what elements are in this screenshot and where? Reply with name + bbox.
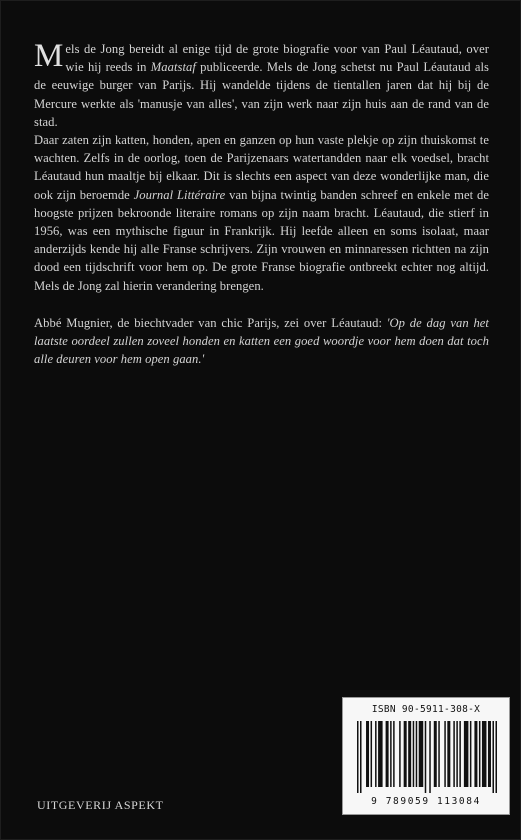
barcode-bar xyxy=(482,721,487,787)
blurb-p2-text-2: van bijna twintig banden schreef en enkele met de hoogste prijzen bekroonde literaire romans op zijn naam bracht. Léautaud, die stierf in 1956, was een mythische figuur in Frankrijk. Hij leefde alleen en soms isolaat, maar anderzijds kende hij alle Franse schrijvers. Zijn vrouwen en minnaressen richtten na zijn dood een tijdschrift voor hem op. De grote Franse biografie ontbreekt echter nog altijd. Mels de Jong zal hierin verandering brengen. xyxy=(34,187,489,293)
barcode-label xyxy=(342,697,510,815)
barcode-bar xyxy=(470,721,472,787)
barcode-bars xyxy=(357,721,497,793)
barcode-bar xyxy=(360,721,362,793)
barcode-bar xyxy=(492,721,494,793)
blurb-p2-text: Daar zaten zijn katten, honden, apen en ganzen op hun vaste plekje op zijn thuiskomst te wachten. Zelfs in de oorlog, toen de Parijzenaars watertandden naar elk voedsel, bracht Léautaud hun maaltje bij elkaar. Dit is slechts een aspect van deze wonderlijke man, die ook zijn beroemde xyxy=(34,133,489,202)
journal-title: Journal Littéraire xyxy=(133,187,226,202)
magazine-title: Maatstaf xyxy=(150,60,196,75)
publisher-name: UITGEVERIJ ASPEKT xyxy=(37,798,164,812)
barcode-bar xyxy=(399,721,401,787)
barcode-bar xyxy=(371,721,373,787)
blurb-p1-text: els de Jong bereidt al enige tijd de grote biografie voor van Paul Léautaud, over wie hij reeds in xyxy=(65,42,489,75)
barcode-bar xyxy=(474,721,477,787)
isbn-text: ISBN 90-5911-308-X xyxy=(371,704,481,715)
barcode-bar xyxy=(375,721,377,787)
barcode-bar xyxy=(456,721,458,787)
blurb-paragraph-1 xyxy=(34,40,489,131)
barcode-bar xyxy=(413,721,415,787)
barcode-bar xyxy=(425,721,427,793)
barcode-bar xyxy=(386,721,389,787)
barcode-bar xyxy=(444,721,446,787)
barcode-bar xyxy=(459,721,461,787)
barcode-bar xyxy=(447,721,450,787)
quote-text: 'Op de dag van het laatste oordeel zullen zoveel honden en katten een goed woordje voor hem doen dat toch alle deuren voor hem open gaan.' xyxy=(34,315,489,367)
barcode-bar xyxy=(429,721,431,793)
barcode-bar xyxy=(357,721,359,793)
barcode-bar xyxy=(438,721,440,787)
barcode-bar xyxy=(404,721,407,787)
barcode-bar xyxy=(495,721,497,793)
barcode-bar xyxy=(378,721,383,787)
barcode-bar xyxy=(453,721,455,787)
barcode-bar xyxy=(416,721,418,787)
barcode-bar xyxy=(419,721,424,787)
blurb-paragraph-2 xyxy=(34,131,489,295)
barcode-bar xyxy=(464,721,469,787)
barcode-bar xyxy=(390,721,392,787)
drop-cap: M xyxy=(34,38,64,74)
barcode-bar xyxy=(393,721,395,787)
blurb-text xyxy=(34,40,489,368)
barcode-bar xyxy=(479,721,481,787)
barcode-bar xyxy=(434,721,437,787)
barcode-bar xyxy=(488,721,491,787)
barcode-bar xyxy=(366,721,369,787)
quote-intro: Abbé Mugnier, de biechtvader van chic Parijs, zei over Léautaud: xyxy=(34,315,387,330)
barcode-bar xyxy=(408,721,411,787)
blurb-p1-text-2: publiceerde. Mels de Jong schetst nu Paul Léautaud als de eeuwige burger van Parijs. Hij wandelde tijdens de tientallen jaren dat hij bij de Mercure werkte als 'manusje van alles', van zijn werk naar zijn huis aan de rand van de stad. xyxy=(34,60,489,129)
ean-number: 9 789059 113084 xyxy=(371,796,481,807)
quote-paragraph xyxy=(34,314,489,369)
